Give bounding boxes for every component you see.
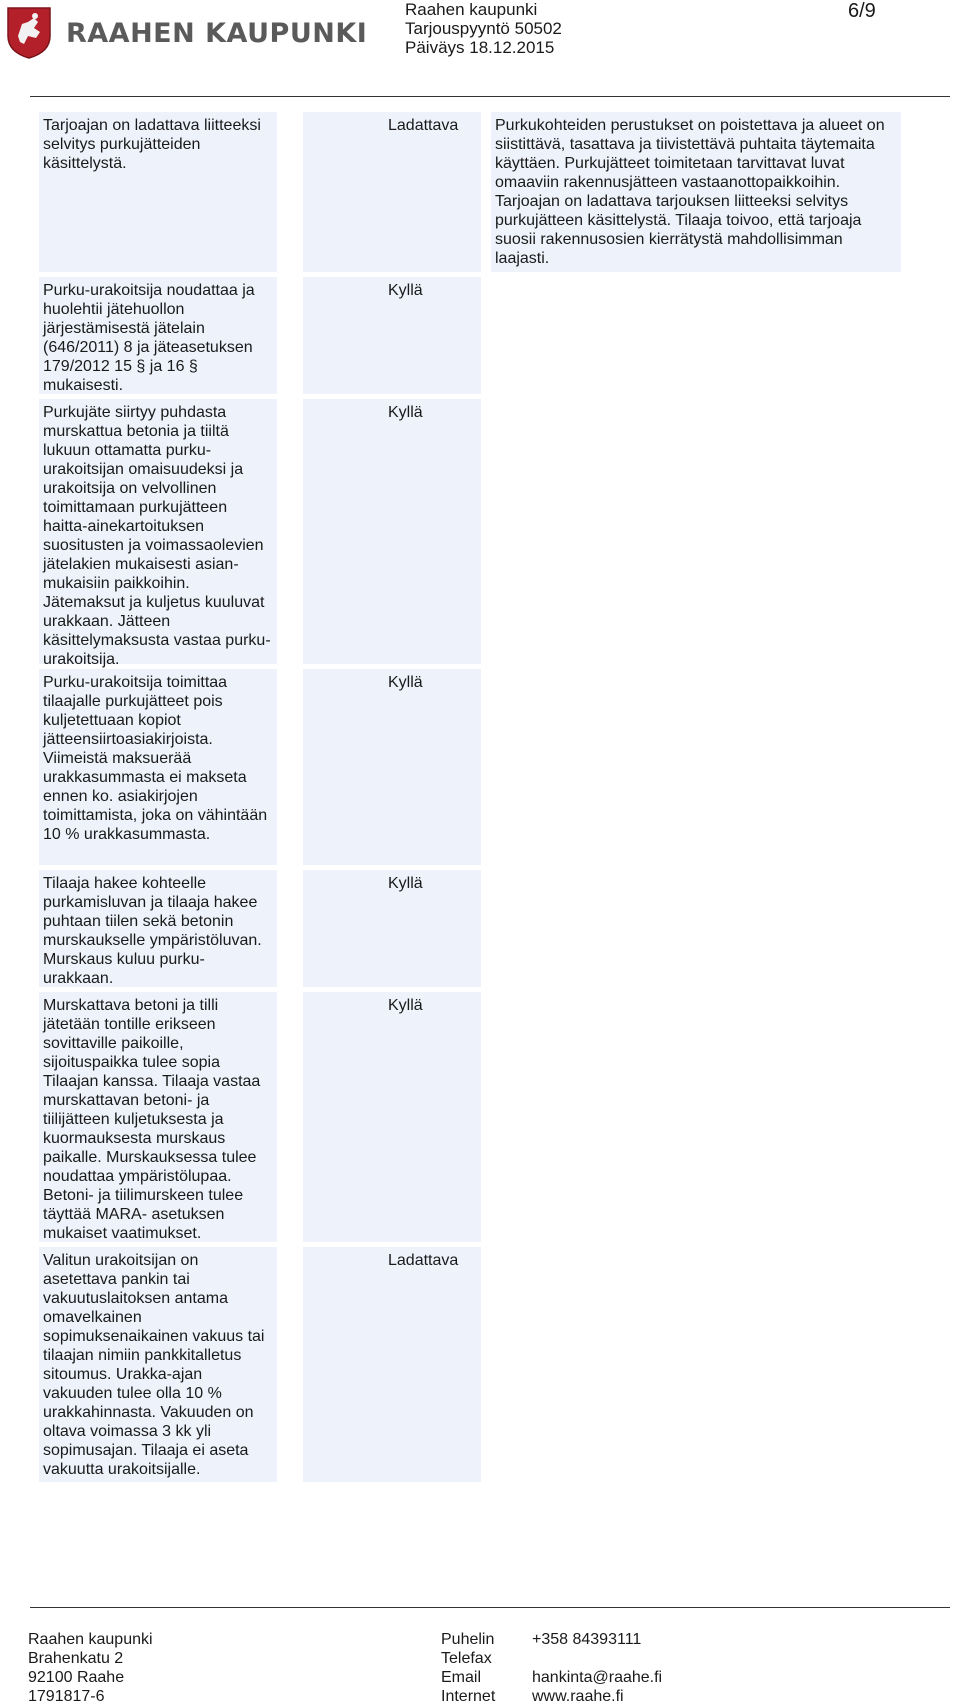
notes-cell xyxy=(491,992,901,1242)
footer-contact-labels xyxy=(441,1630,495,1706)
header-divider xyxy=(30,96,950,97)
notes-cell: Purkukohteiden perustukset on poistettava ja alueet on siistittävä, tasattava ja tiivistettävä puhtaita täytemaita käyttäen. Purkujätteet toimitetaan tarvittavat luvat omaaviin rakennusjätteen vastaanottopaikkoihin. Tarjoajan on ladattava tarjouksen liitteeksi selvitys purkujätteen käsittelystä. Tilaaja toivoo, että tarjoaja suosii rakennusosien kierrätystä mahdollisimman laajasti. xyxy=(491,112,901,272)
table-row xyxy=(39,870,901,987)
type-cell: Kyllä xyxy=(303,277,481,394)
footer-label: Puhelin xyxy=(441,1631,495,1648)
document-date: Päiväys 18.12.2015 xyxy=(405,38,555,57)
notes-cell xyxy=(491,870,901,987)
table-row xyxy=(39,1247,901,1482)
requirements-table xyxy=(39,112,901,1487)
email-link[interactable]: hankinta@raahe.fi xyxy=(532,1669,663,1686)
notes-cell xyxy=(491,277,901,394)
table-row xyxy=(39,992,901,1242)
logo xyxy=(6,6,367,60)
type-cell: Kyllä xyxy=(303,399,481,664)
type-cell: Ladattava xyxy=(303,1247,481,1482)
table-row xyxy=(39,399,901,668)
footer-label: Telefax xyxy=(441,1650,492,1667)
notes-cell xyxy=(491,669,901,865)
footer-address xyxy=(28,1630,153,1706)
notes-cell xyxy=(491,399,901,664)
table-row xyxy=(39,277,901,394)
footer-line: 1791817-6 xyxy=(28,1688,105,1705)
footer-line: 92100 Raahe xyxy=(28,1669,125,1686)
requirement-cell: Tarjoajan on ladattava liitteeksi selvitys purkujätteiden käsittelystä. xyxy=(39,112,277,272)
document-info xyxy=(405,0,562,57)
requirement-cell: Purku-urakoitsija noudattaa ja huolehtii jätehuollon järjestämisestä jätelain (646/2011) 8 ja jäteasetuksen 179/2012 15 § ja 16 § mukaisesti. xyxy=(39,277,277,394)
page-number: 6/9 xyxy=(848,0,876,22)
notes-cell xyxy=(491,1247,901,1482)
requirement-cell: Purkujäte siirtyy puhdasta murskattua betonia ja tiiltä lukuun ottamatta purku-urakoitsijan omaisuudeksi ja urakoitsija on velvollinen toimittamaan purkujätteen haitta-ainekartoituksen suositusten ja voimassaolevien jätelakien mukaisesti asian-mukaisiin paikkoihin. Jätemaksut ja kuljetus kuuluvat urakkaan. Jätteen käsittelymaksusta vastaa purku-urakoitsija. xyxy=(39,399,277,664)
requirement-cell: Murskattava betoni ja tilli jätetään tontille erikseen sovittaville paikoille, sijoituspaikka tulee sopia Tilaajan kanssa. Tilaaja vastaa murskattavan betoni- ja tiilijätteen kuljetuksesta ja kuormauksesta murskaus paikalle. Murskauksessa tulee noudattaa ympäristölupaa. Betoni- ja tiilimurskeen tulee täyttää MARA- asetuksen mukaiset vaatimukset. xyxy=(39,992,277,1242)
type-cell: Kyllä xyxy=(303,870,481,987)
coat-of-arms-icon xyxy=(6,6,52,60)
footer-divider xyxy=(30,1607,950,1608)
tender-number: Tarjouspyyntö 50502 xyxy=(405,19,562,38)
type-cell: Ladattava xyxy=(303,112,481,272)
footer-line: Brahenkatu 2 xyxy=(28,1650,124,1667)
organization: Raahen kaupunki xyxy=(405,0,538,19)
footer-contact-values xyxy=(532,1630,662,1706)
fax-number xyxy=(532,1649,662,1668)
page-header xyxy=(0,0,960,100)
footer-label: Email xyxy=(441,1669,482,1686)
type-cell: Kyllä xyxy=(303,669,481,865)
requirement-cell: Valitun urakoitsijan on asetettava pankin tai vakuutuslaitoksen antama omavelkainen sopimuksenaikainen vakuus tai tilaajan nimiin pankkitalletus sitoumus. Urakka-ajan vakuuden tulee olla 10 % urakkahinnasta. Vakuuden on oltava voimassa 3 kk yli sopimusajan. Tilaaja ei aseta vakuutta urakoitsijalle. xyxy=(39,1247,277,1482)
website-link[interactable]: www.raahe.fi xyxy=(532,1688,624,1705)
type-cell: Kyllä xyxy=(303,992,481,1242)
footer-line: Raahen kaupunki xyxy=(28,1631,153,1648)
brand-name: RAAHEN KAUPUNKI xyxy=(66,17,368,49)
requirement-cell: Purku-urakoitsija toimittaa tilaajalle purkujätteet pois kuljetettuaan kopiot jätteensiirtoasiakirjoista. Viimeistä maksuerää urakkasummasta ei makseta ennen ko. asiakirjojen toimittamista, joka on vähintään 10 % urakkasummasta. xyxy=(39,669,277,865)
requirement-cell: Tilaaja hakee kohteelle purkamisluvan ja tilaaja hakee puhtaan tiilen sekä betonin murskaukselle ympäristöluvan. Murskaus kuluu purku-urakkaan. xyxy=(39,870,277,987)
table-row xyxy=(39,112,901,272)
table-row xyxy=(39,669,901,865)
footer-label: Internet xyxy=(441,1688,496,1705)
phone-number: +358 84393111 xyxy=(532,1631,642,1648)
